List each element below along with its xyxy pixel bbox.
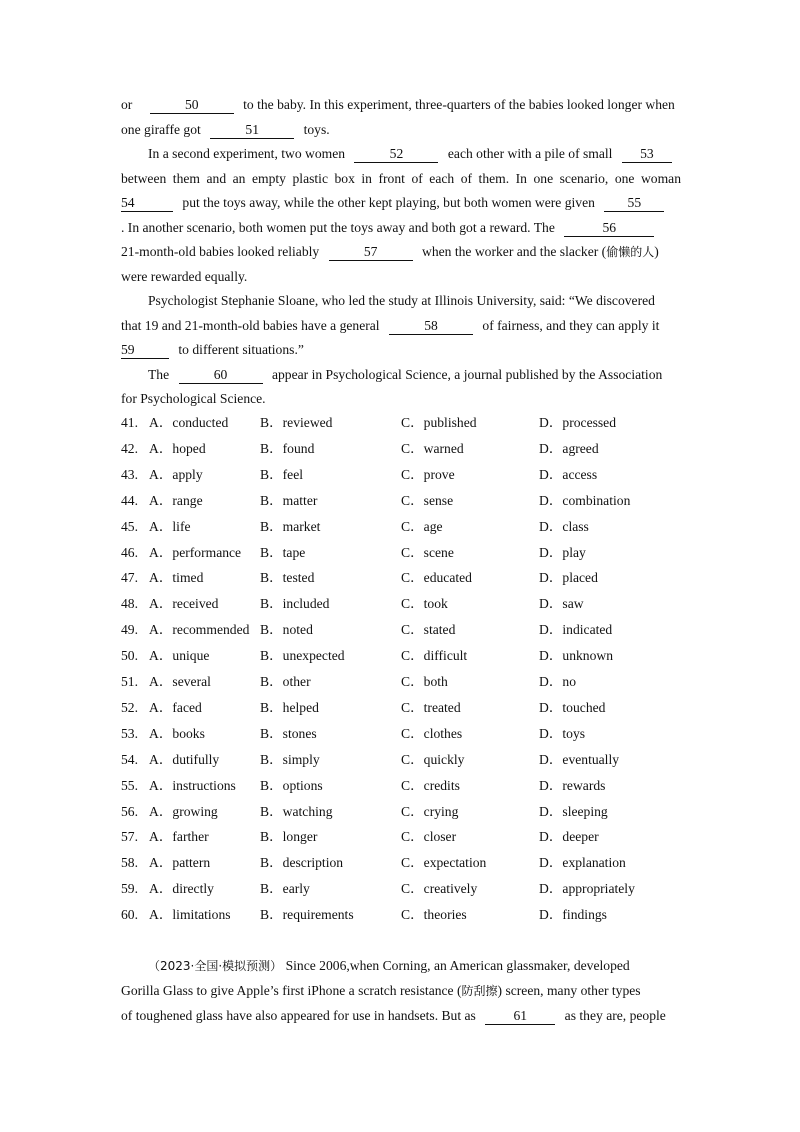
- option-c[interactable]: C．sense: [401, 492, 454, 508]
- option-a[interactable]: A．timed: [149, 570, 204, 586]
- text: toys.: [303, 122, 330, 137]
- option-b[interactable]: B．stones: [260, 725, 317, 741]
- option-c[interactable]: C．clothes: [401, 725, 463, 741]
- text: ) screen, many other types: [497, 983, 641, 998]
- option-b[interactable]: B．simply: [260, 751, 320, 767]
- blank-60[interactable]: 60: [179, 366, 263, 384]
- text: of fairness, and they can apply it: [482, 318, 660, 333]
- passage-line: [121, 316, 659, 336]
- passage-line: [148, 144, 672, 164]
- option-b[interactable]: B．tape: [260, 544, 306, 560]
- option-c[interactable]: C．prove: [401, 466, 455, 482]
- option-c[interactable]: C．difficult: [401, 648, 468, 664]
- option-a[interactable]: A．growing: [149, 803, 218, 819]
- text: or: [121, 97, 133, 112]
- passage-line: [121, 95, 675, 115]
- passage-line: [121, 218, 654, 238]
- question-number: 48.: [121, 596, 138, 612]
- option-c[interactable]: C．took: [401, 596, 448, 612]
- option-b[interactable]: B．included: [260, 596, 330, 612]
- text: . In another scenario, both women put the toys away and both got a reward. The: [121, 220, 555, 235]
- option-a[interactable]: A．apply: [149, 466, 203, 482]
- option-b[interactable]: B．reviewed: [260, 415, 333, 430]
- blank-51[interactable]: 51: [210, 121, 294, 139]
- passage-line: [121, 193, 664, 213]
- text: to the baby. In this experiment, three-quarters of the babies looked longer when: [243, 97, 675, 112]
- option-b[interactable]: B．helped: [260, 699, 319, 715]
- option-b[interactable]: B．matter: [260, 492, 318, 508]
- chinese-gloss: 防刮擦: [461, 984, 498, 998]
- option-b[interactable]: B．market: [260, 518, 321, 534]
- text: of toughened glass have also appeared for use in handsets. But as: [121, 1008, 476, 1023]
- passage-line: [121, 120, 330, 140]
- text: appear in Psychological Science, a journal published by the Association: [271, 367, 663, 382]
- option-d[interactable]: D．play: [539, 544, 586, 560]
- option-c[interactable]: C．warned: [401, 440, 464, 456]
- question-number: 57.: [121, 829, 138, 845]
- text: that 19 and 21-month-old babies have a general: [121, 318, 380, 333]
- question-number: 50.: [121, 648, 138, 664]
- option-c[interactable]: C．quickly: [401, 751, 465, 767]
- question-number: 53.: [121, 725, 138, 741]
- text: each other with a pile of small: [447, 146, 613, 161]
- option-a[interactable]: A．directly: [149, 881, 214, 897]
- option-b[interactable]: B．requirements: [260, 907, 354, 923]
- option-c[interactable]: C．stated: [401, 622, 456, 638]
- blank-55[interactable]: 55: [604, 194, 664, 212]
- text: one giraffe got: [121, 122, 201, 137]
- question-number: 55.: [121, 777, 138, 793]
- question-number: 49.: [121, 622, 138, 638]
- option-c[interactable]: C．theories: [401, 907, 467, 923]
- option-c[interactable]: C．credits: [401, 777, 460, 793]
- option-b[interactable]: B．feel: [260, 466, 304, 482]
- text: when the worker and the slacker (: [422, 244, 607, 259]
- option-d[interactable]: D．unknown: [539, 648, 614, 664]
- blank-56[interactable]: 56: [564, 219, 654, 237]
- text: 21-month-old babies looked reliably: [121, 244, 320, 259]
- option-a[interactable]: A．several: [149, 674, 211, 689]
- question-number: 47.: [121, 570, 138, 586]
- option-d[interactable]: D．saw: [539, 596, 584, 612]
- text: ): [654, 244, 659, 259]
- option-a[interactable]: A．books: [149, 725, 205, 741]
- option-b[interactable]: B．other: [260, 674, 311, 689]
- option-d[interactable]: D．touched: [539, 699, 606, 715]
- blank-53[interactable]: 53: [622, 145, 672, 163]
- blank-58[interactable]: 58: [389, 317, 473, 335]
- blank-61[interactable]: 61: [485, 1007, 555, 1025]
- chinese-gloss: 偷懒的人: [606, 245, 655, 259]
- text: Gorilla Glass to give Apple’s first iPhone a scratch resistance (: [121, 983, 462, 998]
- passage-line: [121, 340, 304, 360]
- option-c[interactable]: C．expectation: [401, 855, 487, 871]
- passage-line: were rewarded equally.: [121, 269, 248, 284]
- option-a[interactable]: A．unique: [149, 648, 210, 664]
- option-c[interactable]: C．educated: [401, 570, 472, 586]
- option-a[interactable]: A．farther: [149, 829, 209, 845]
- question-number: 54.: [121, 751, 138, 767]
- option-a[interactable]: A．pattern: [149, 855, 211, 871]
- option-b[interactable]: B．watching: [260, 803, 333, 819]
- option-b[interactable]: B．found: [260, 440, 315, 456]
- blank-52[interactable]: 52: [354, 145, 438, 163]
- option-a[interactable]: A．performance: [149, 544, 242, 560]
- option-c[interactable]: C．both: [401, 674, 448, 689]
- option-b[interactable]: B．options: [260, 777, 323, 793]
- option-b[interactable]: B．description: [260, 855, 344, 871]
- option-d[interactable]: D．no: [539, 674, 577, 689]
- option-c[interactable]: C．published: [401, 415, 477, 430]
- text: put the toys away, while the other kept playing, but both women were given: [182, 195, 595, 210]
- text: Since 2006,when Corning, an American glassmaker, developed: [285, 958, 630, 973]
- question-number: 56.: [121, 803, 138, 819]
- question-number: 45.: [121, 518, 138, 534]
- option-c[interactable]: C．crying: [401, 803, 459, 819]
- question-number: 51.: [121, 674, 138, 689]
- passage-line: [121, 1006, 666, 1026]
- option-a[interactable]: A．faced: [149, 699, 202, 715]
- option-d[interactable]: D．agreed: [539, 440, 599, 456]
- option-d[interactable]: D．appropriately: [539, 881, 635, 897]
- option-b[interactable]: B．longer: [260, 829, 318, 845]
- option-d[interactable]: D．processed: [539, 415, 617, 430]
- option-b[interactable]: B．noted: [260, 622, 313, 638]
- blank-59[interactable]: 59: [121, 341, 169, 359]
- option-a[interactable]: A．conducted: [149, 415, 229, 430]
- option-c[interactable]: C．closer: [401, 829, 457, 845]
- passage-line: [148, 956, 630, 976]
- option-d[interactable]: D．findings: [539, 907, 607, 923]
- text: as they are, people: [564, 1008, 666, 1023]
- option-c[interactable]: C．creatively: [401, 881, 478, 897]
- option-a[interactable]: A．recommended: [149, 622, 250, 638]
- blank-57[interactable]: 57: [329, 243, 413, 261]
- source-tag: （2023·全国·模拟预测）: [148, 959, 283, 973]
- option-c[interactable]: C．scene: [401, 544, 454, 560]
- option-d[interactable]: D．rewards: [539, 777, 606, 793]
- option-d[interactable]: D．sleeping: [539, 803, 608, 819]
- option-d[interactable]: D．deeper: [539, 829, 599, 845]
- question-number: 52.: [121, 699, 138, 715]
- question-number: 44.: [121, 492, 138, 508]
- option-d[interactable]: D．access: [539, 466, 598, 482]
- passage-line: [121, 242, 659, 262]
- option-b[interactable]: B．unexpected: [260, 648, 345, 664]
- passage-line: [148, 365, 662, 385]
- text: In a second experiment, two women: [148, 146, 346, 161]
- question-number: 42.: [121, 440, 138, 456]
- question-number: 59.: [121, 881, 138, 897]
- text: to different situations.”: [178, 342, 304, 357]
- option-b[interactable]: B．tested: [260, 570, 315, 586]
- option-c[interactable]: C．treated: [401, 699, 461, 715]
- blank-54[interactable]: 54: [121, 194, 173, 212]
- option-d[interactable]: D．indicated: [539, 622, 613, 638]
- option-a[interactable]: A．hoped: [149, 440, 206, 456]
- question-number: 58.: [121, 855, 138, 871]
- text: The: [148, 367, 170, 382]
- passage-line: [121, 981, 641, 1001]
- option-d[interactable]: D．class: [539, 518, 589, 534]
- option-a[interactable]: A．limitations: [149, 907, 231, 923]
- option-d[interactable]: D．eventually: [539, 751, 620, 767]
- question-number: 46.: [121, 544, 138, 560]
- option-a[interactable]: A．range: [149, 492, 203, 508]
- option-d[interactable]: D．combination: [539, 492, 631, 508]
- option-a[interactable]: A．received: [149, 596, 219, 612]
- question-number: 60.: [121, 907, 138, 923]
- passage-line: for Psychological Science.: [121, 391, 266, 406]
- question-number: 41.: [121, 415, 138, 430]
- option-a[interactable]: A．instructions: [149, 777, 236, 793]
- option-a[interactable]: A．life: [149, 518, 191, 534]
- option-d[interactable]: D．placed: [539, 570, 598, 586]
- option-b[interactable]: B．early: [260, 881, 310, 897]
- blank-50[interactable]: 50: [150, 96, 234, 114]
- option-a[interactable]: A．dutifully: [149, 751, 220, 767]
- passage-line: Psychologist Stephanie Sloane, who led the study at Illinois University, said: “We discovered: [148, 293, 655, 308]
- passage-line: between them and an empty plastic box in front of each of them. In one scenario, one woman: [121, 171, 681, 186]
- question-number: 43.: [121, 466, 138, 482]
- option-c[interactable]: C．age: [401, 518, 443, 534]
- option-d[interactable]: D．toys: [539, 725, 586, 741]
- option-d[interactable]: D．explanation: [539, 855, 626, 871]
